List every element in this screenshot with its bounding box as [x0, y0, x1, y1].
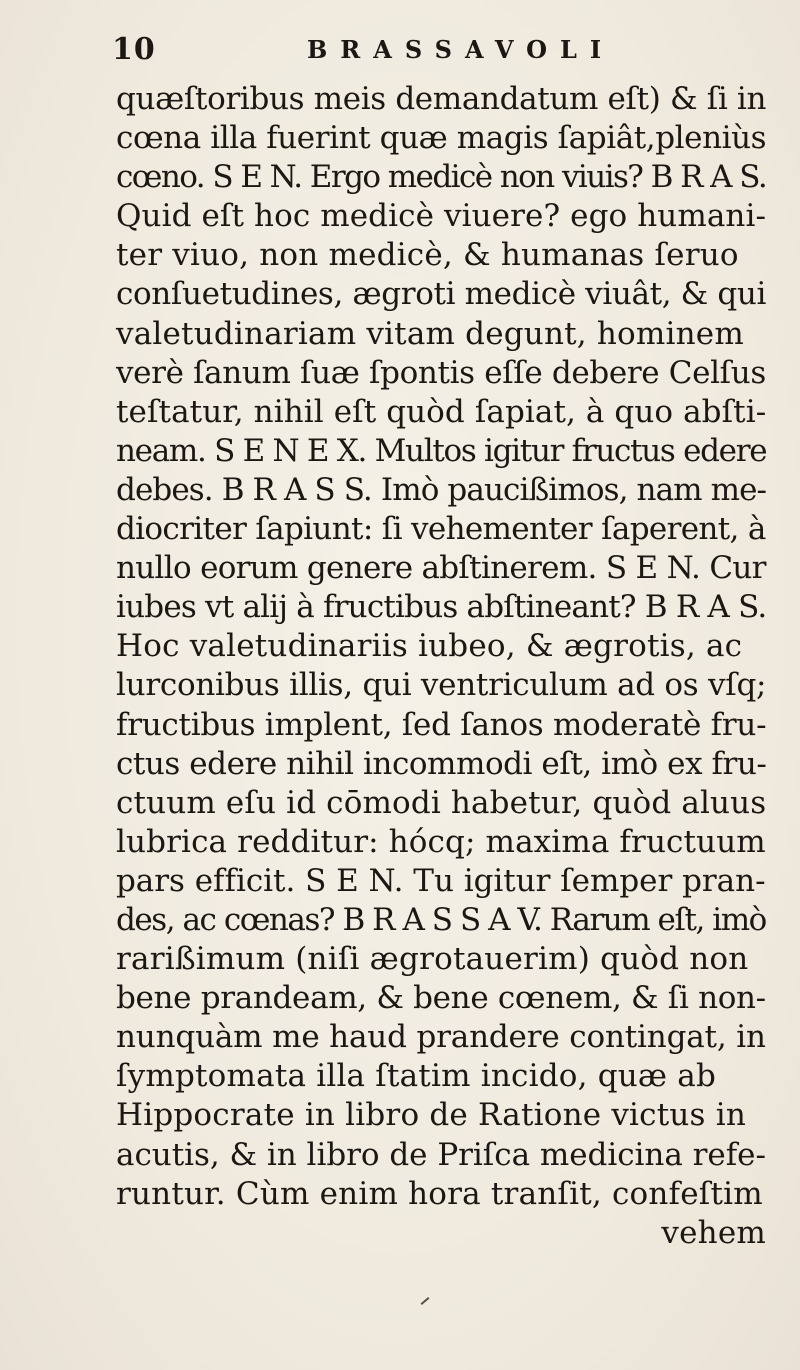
text-line: cœna illa fuerint quæ magis ſapiât,pleniùs	[116, 120, 767, 157]
text-line: valetudinariam vitam degunt, hominem	[116, 315, 744, 352]
text-line: fructibus implent, ſed ſanos moderatè fru-	[116, 706, 767, 743]
text-line: iubes vt alij à fructibus abſtineant? B R A S.	[116, 589, 767, 626]
text-line: bene prandeam, & bene cœnem, & ſi non-	[116, 980, 766, 1017]
text-line: verè ſanum ſuæ ſpontis eſſe debere Celſus	[116, 354, 766, 391]
text-line: acutis, & in libro de Priſca medicina refe-	[116, 1136, 766, 1173]
text-line: nullo eorum genere abſtinerem. S E N. Cur	[116, 550, 766, 587]
running-title: BRASSAVOLI	[307, 35, 615, 64]
text-line: conſuetudines, ægroti medicè viuât, & qui	[116, 276, 767, 313]
text-line: runtur. Cùm enim hora tranſit, confeſtim	[116, 1175, 763, 1212]
stray-ink-mark	[421, 1297, 430, 1305]
text-line: ctus edere nihil incommodi eſt, imò ex fru-	[116, 745, 767, 782]
text-line: debes. B R A S S. Imò paucißimos, nam me-	[116, 471, 767, 508]
text-line: ctuum eſu id cōmodi habetur, quòd aluus	[116, 784, 767, 821]
text-line: des, ac cœnas? B R A S S A V. Rarum eſt, imò	[116, 901, 766, 938]
text-line: neam. S E N E X. Multos igitur fructus edere	[116, 432, 767, 469]
main-text	[116, 80, 766, 1253]
text-line: pars efficit. S E N. Tu igitur ſemper pran-	[116, 862, 766, 899]
text-line: lurconibus illis, qui ventriculum ad os vſq;	[116, 667, 767, 704]
text-line: lubrica redditur: hócq; maxima fructuum	[116, 823, 766, 860]
page-number: 10	[112, 32, 156, 67]
text-line: diocriter ſapiunt: ſi vehementer ſaperent, à	[116, 511, 766, 548]
text-line: quæſtoribus meis demandatum eſt) & ſi in	[116, 81, 767, 117]
text-line: Hoc valetudinariis iubeo, & ægrotis, ac	[116, 628, 743, 665]
text-line: ſymptomata illa ſtatim incido, quæ ab	[116, 1058, 717, 1095]
text-line: ter viuo, non medicè, & humanas ſeruo	[116, 237, 739, 274]
catchword: vehem	[661, 1214, 766, 1251]
text-line: Quid eſt hoc medicè viuere? ego humani-	[116, 198, 767, 235]
text-line: cœno. S E N. Ergo medicè non viuis? B R A S.	[116, 159, 767, 196]
text-line: rarißimum (niſi ægrotauerim) quòd non	[116, 941, 749, 978]
text-line: Hippocrate in libro de Ratione victus in	[116, 1097, 746, 1134]
text-line: nunquàm me haud prandere contingat, in	[116, 1019, 766, 1056]
text-line: teſtatur, nihil eſt quòd ſapiat, à quo abſti-	[116, 393, 767, 430]
running-head	[112, 32, 772, 72]
